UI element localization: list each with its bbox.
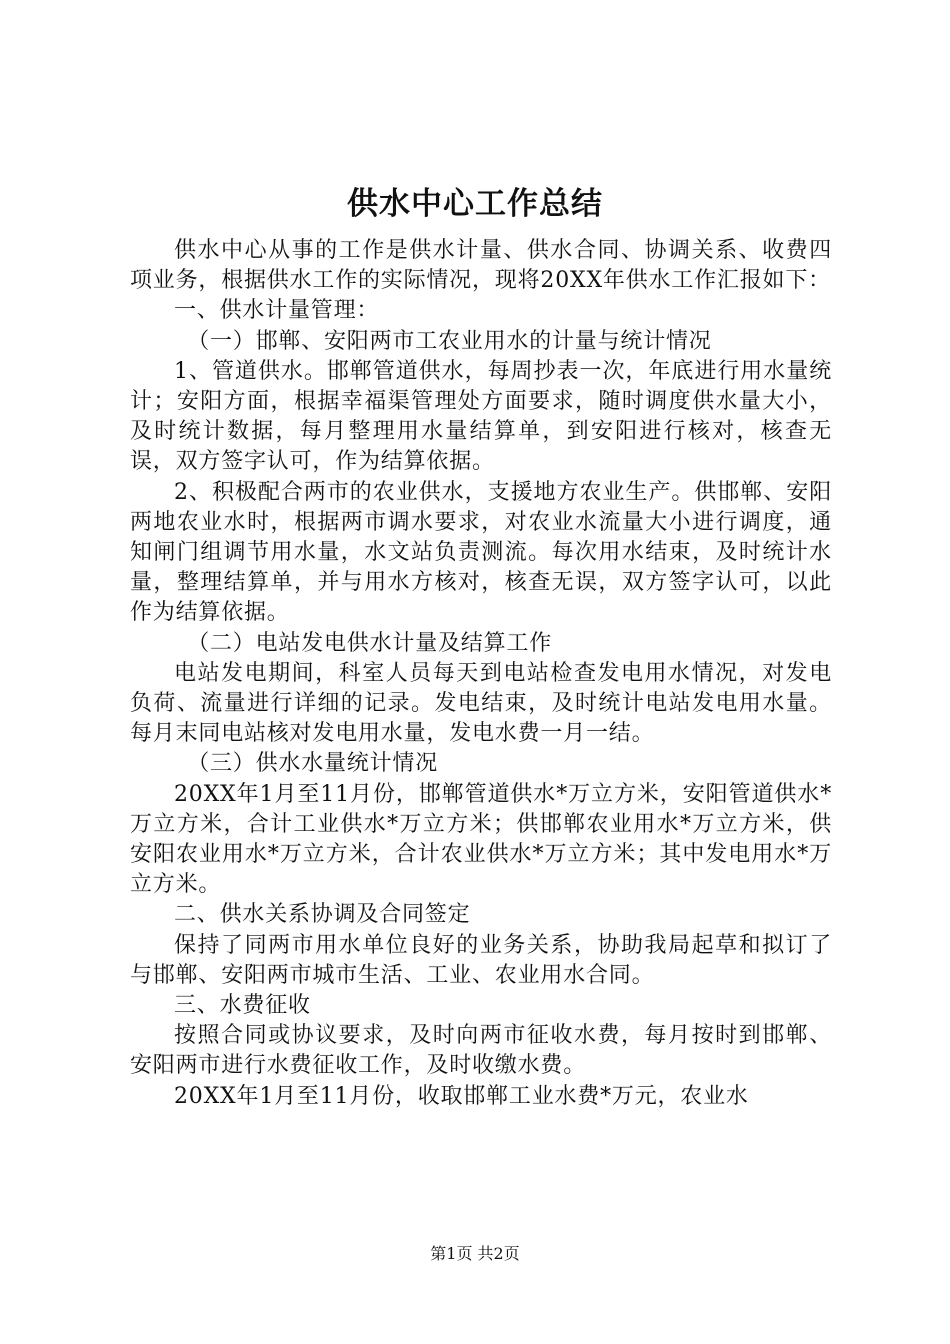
paragraph-power-station: 电站发电期间，科室人员每天到电站检查发电用水情况，对发电负荷、流量进行详细的记录。发电结束，及时统计电站发电用水量。每月末同电站核对发电用水量，发电水费一月一结。 [130,660,832,747]
document-body [130,236,832,1112]
paragraph-fee-collection: 按照合同或协议要求，及时向两市征收水费，每月按时到邯郸、安阳两市进行水费征收工作，及时收缴水费。 [130,1023,832,1079]
heading-fee-collection: 三、水费征收 [174,993,311,1019]
paragraph-volume-stats: 20XX年1月至11月份，邯郸管道供水*万立方米，安阳管道供水*万立方米，合计工业供水*万立方米；供邯郸农业用水*万立方米，供安阳农业用水*万立方米，合计农业供水*万立方米；其中发电用水*万立方米。 [130,781,832,898]
subheading-metering-stats: （一）邯郸、安阳两市工农业用水的计量与统计情况 [187,328,712,354]
subheading-volume-stats: （三）供水水量统计情况 [187,751,438,777]
paragraph-intro: 供水中心从事的工作是供水计量、供水合同、协调关系、收费四项业务，根据供水工作的实际情况，现将20XX年供水工作汇报如下： [130,238,832,294]
subheading-power-station: （二）电站发电供水计量及结算工作 [187,630,552,656]
document-title: 供水中心工作总结 [347,186,603,222]
heading-coordination: 二、供水关系协调及合同签定 [174,902,471,928]
page-footer: 第1页 共2页 [430,1244,520,1263]
heading-metering: 一、供水计量管理： [174,298,380,324]
paragraph-fee-totals: 20XX年1月至11月份，收取邯郸工业水费*万元，农业水 [174,1083,749,1109]
paragraph-agricultural-supply: 2、积极配合两市的农业供水，支援地方农业生产。供邯郸、安阳两地农业水时，根据两市调水要求，对农业水流量大小进行调度，通知闸门组调节用水量，水文站负责测流。每次用水结束，及时统计水量，整理结算单，并与用水方核对，核查无误，双方签字认可，以此作为结算依据。 [130,479,832,626]
paragraph-pipeline-supply: 1、管道供水。邯郸管道供水，每周抄表一次，年底进行用水量统计；安阳方面，根据幸福渠管理处方面要求，随时调度供水量大小，及时统计数据，每月整理用水量结算单，到安阳进行核对，核查无误，双方签字认可，作为结算依据。 [130,358,832,475]
paragraph-coordination: 保持了同两市用水单位良好的业务关系，协助我局起草和拟订了与邯郸、安阳两市城市生活、工业、农业用水合同。 [130,932,832,988]
